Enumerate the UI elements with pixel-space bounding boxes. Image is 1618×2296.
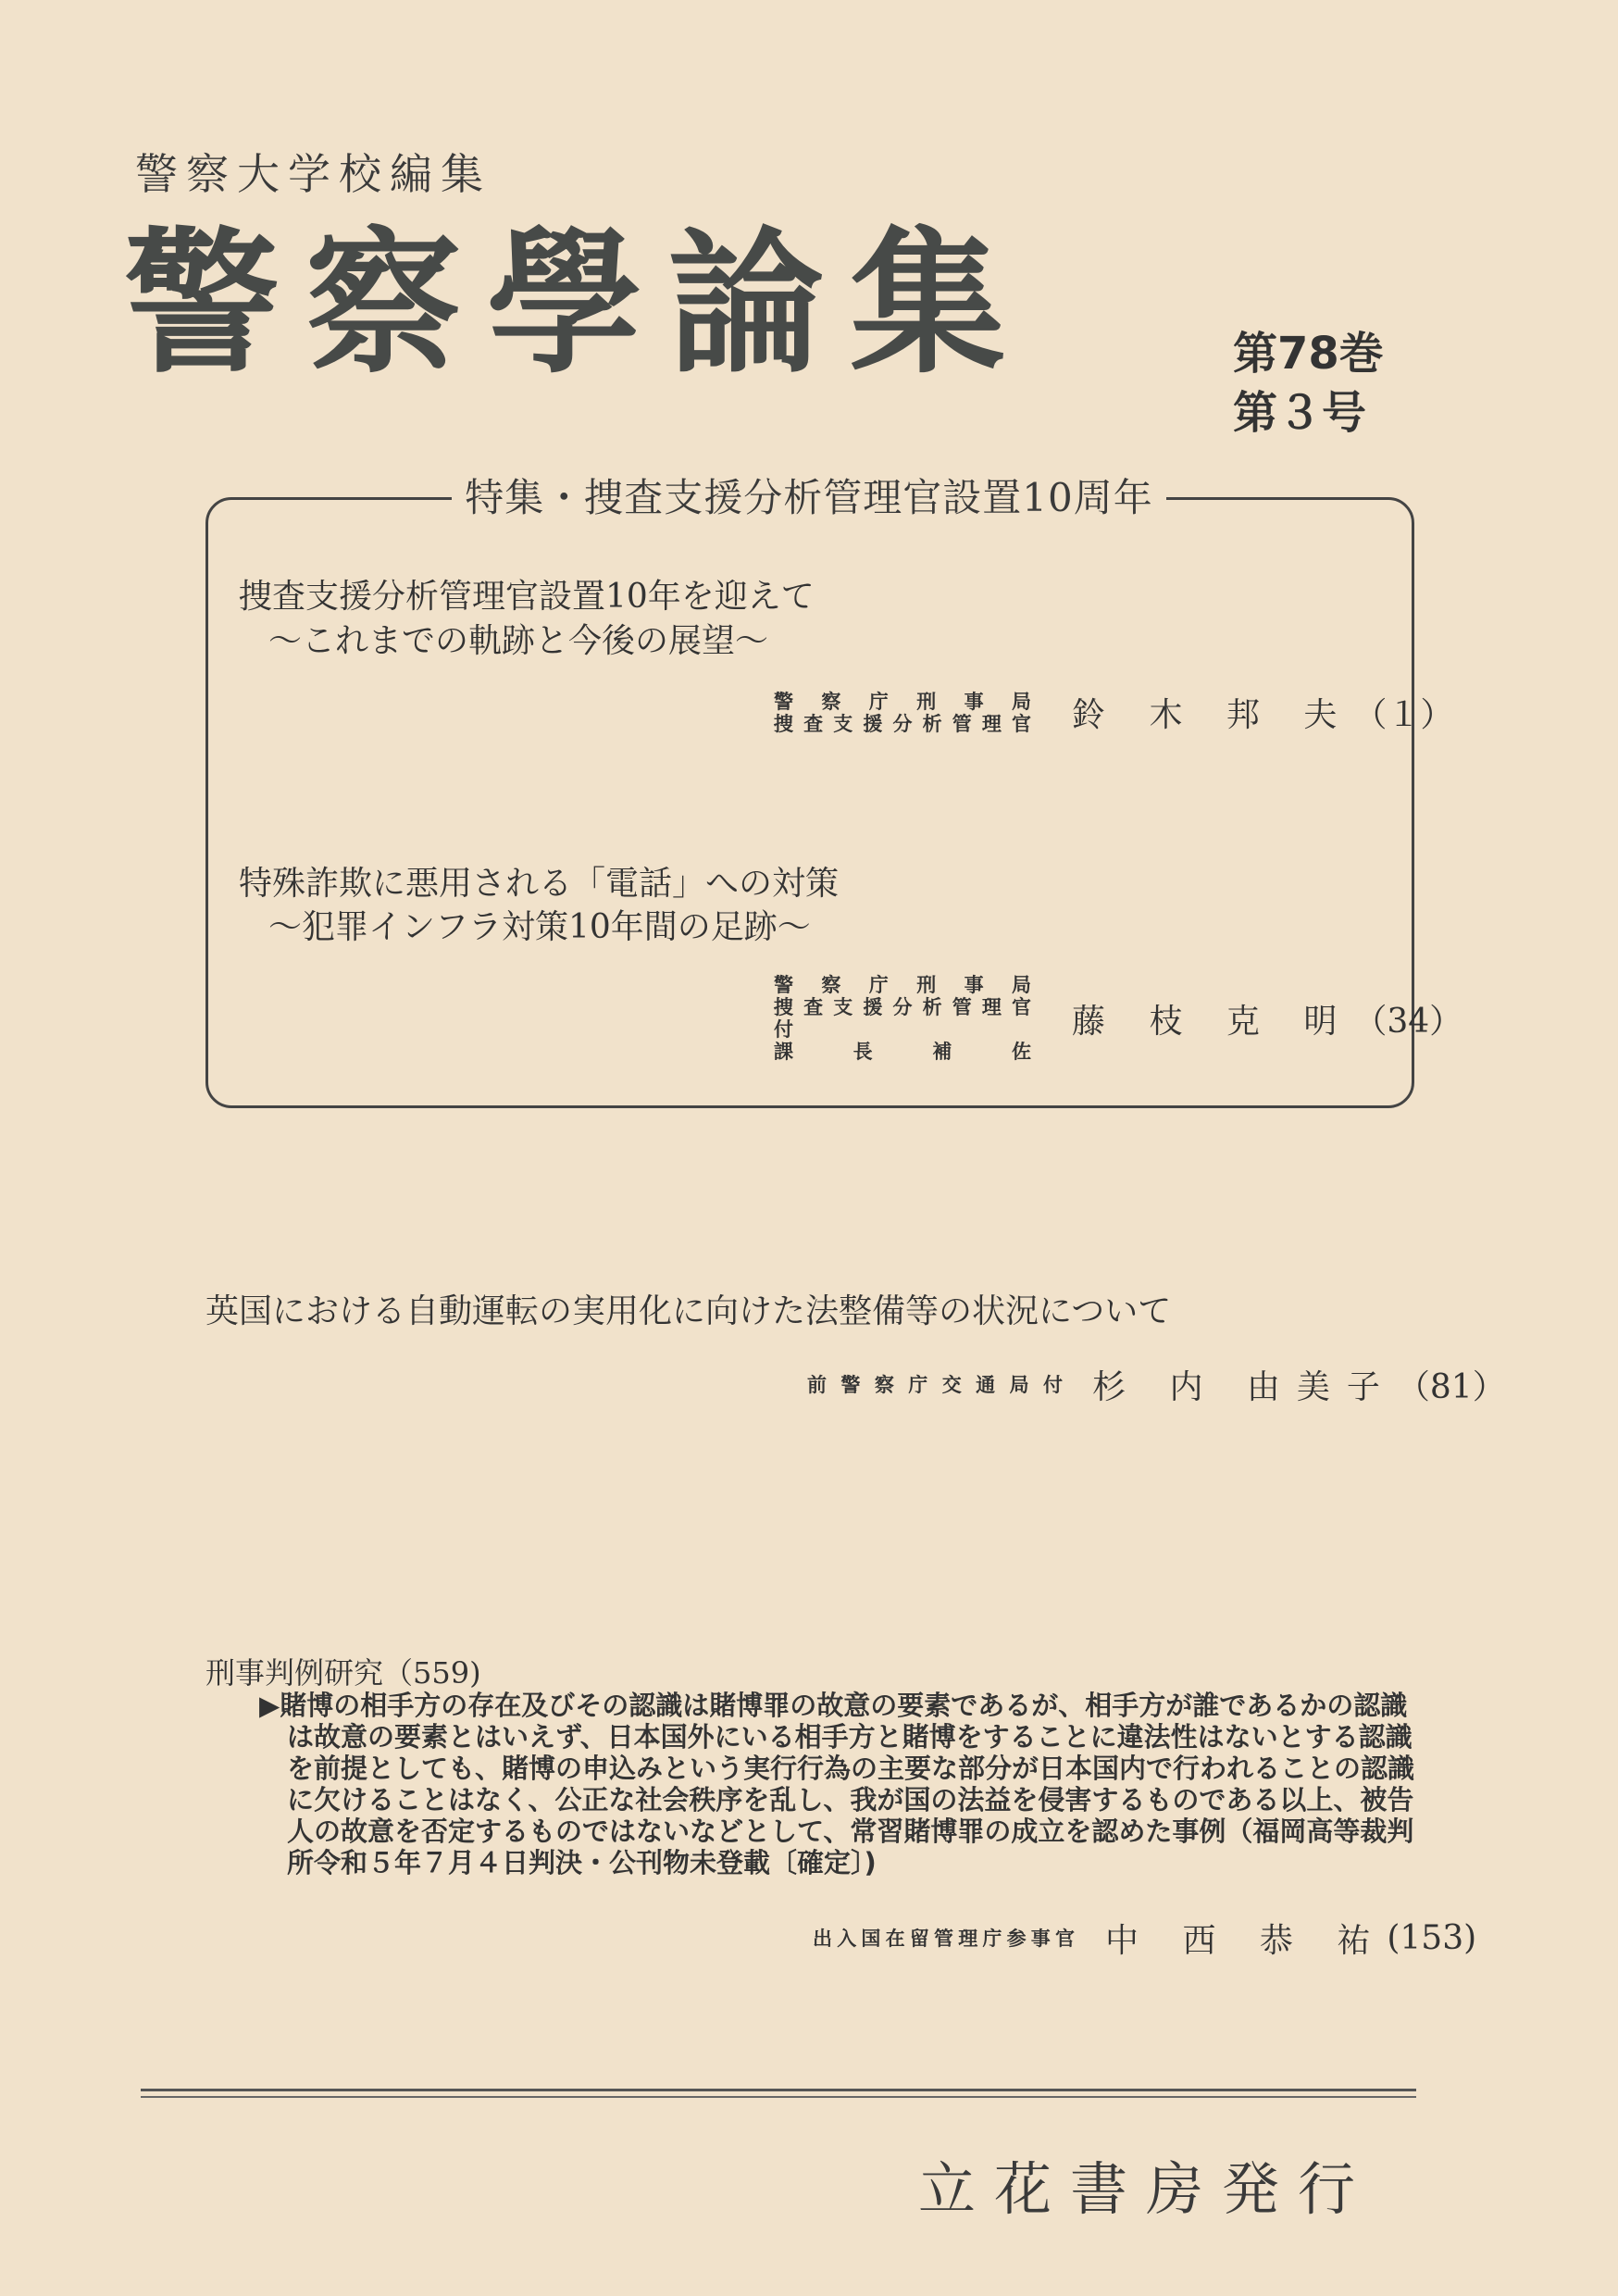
case-study-affiliation: 出入国在留管理庁参事官 bbox=[813, 1927, 1076, 1950]
feature-article-2-title: 特殊詐欺に悪用される「電話」への対策 bbox=[239, 865, 840, 903]
article-3-title: 英国における自動運転の実用化に向けた法整備等の状況について bbox=[205, 1292, 1172, 1330]
feature-article-2-subtitle: 〜犯罪インフラ対策10年間の足跡〜 bbox=[268, 908, 811, 946]
case-study-page: (153) bbox=[1387, 1919, 1477, 1957]
article-3-author: 杉 内 由美子 bbox=[1092, 1368, 1397, 1406]
feature-article-2-author: 藤 枝 克 明 bbox=[1072, 1002, 1354, 1041]
feature-heading-text: 特集・捜査支援分析管理官設置10周年 bbox=[452, 475, 1165, 520]
affiliation-line: 課長補佐 bbox=[774, 1041, 1039, 1063]
feature-article-2-affiliation bbox=[774, 974, 1039, 1063]
case-study-heading: 刑事判例研究（559) bbox=[205, 1655, 481, 1691]
article-3-affiliation: 前警察庁交通局付 bbox=[807, 1373, 1070, 1396]
journal-title: 警察學論集 bbox=[124, 213, 1031, 394]
affiliation-line: 捜査支援分析管理官 bbox=[774, 712, 1039, 735]
volume-issue bbox=[1233, 324, 1384, 443]
feature-heading bbox=[0, 468, 1618, 523]
feature-article-1-byline bbox=[774, 689, 1453, 736]
publisher: 立花書房発行 bbox=[918, 2155, 1375, 2223]
feature-article-1-page: （１） bbox=[1353, 696, 1454, 734]
bottom-rule bbox=[141, 2089, 1416, 2091]
bottom-rule-secondary bbox=[141, 2096, 1416, 2098]
feature-article-1-subtitle: 〜これまでの軌跡と今後の展望〜 bbox=[268, 622, 769, 660]
feature-article-1-title: 捜査支援分析管理官設置10年を迎えて bbox=[239, 578, 815, 616]
article-3-page: （81） bbox=[1396, 1368, 1506, 1406]
affiliation-line: 警察庁刑事局 bbox=[774, 690, 1039, 713]
affiliation-line: 警察庁刑事局 bbox=[774, 974, 1039, 996]
case-study-body: ▶賭博の相手方の存在及びその認識は賭博罪の故意の要素であるが、相手方が誰であるかの認識は故意の要素とはいえず、日本国外にいる相手方と賭博をすることに違法性はないとする認識を前提としても、賭博の申込みという実行行為の主要な部分が日本国内で行われることの認識に欠けることはなく、公正な社会秩序を乱し、我が国の法益を侵害するものである以上、被告人の故意を否定するものではないなどとして、常習賭博罪の成立を認めた事例（福岡高等裁判所令和５年７月４日判決・公刊物未登載〔確定〕) bbox=[259, 1690, 1415, 1878]
case-study-byline bbox=[813, 1915, 1476, 1962]
feature-article-2-byline bbox=[774, 974, 1462, 1063]
feature-article-2-page: （34） bbox=[1353, 1002, 1463, 1041]
feature-article-1-affiliation bbox=[774, 691, 1039, 735]
affiliation-line: 捜査支援分析管理官付 bbox=[774, 996, 1039, 1041]
case-study-author: 中 西 恭 祐 bbox=[1105, 1922, 1388, 1960]
issue-number: 第３号 bbox=[1233, 387, 1367, 439]
volume-number: 第78巻 bbox=[1233, 328, 1384, 380]
article-3-byline bbox=[807, 1361, 1506, 1408]
editor-line: 警察大学校編集 bbox=[135, 149, 492, 199]
feature-article-1-author: 鈴 木 邦 夫 bbox=[1072, 696, 1354, 734]
